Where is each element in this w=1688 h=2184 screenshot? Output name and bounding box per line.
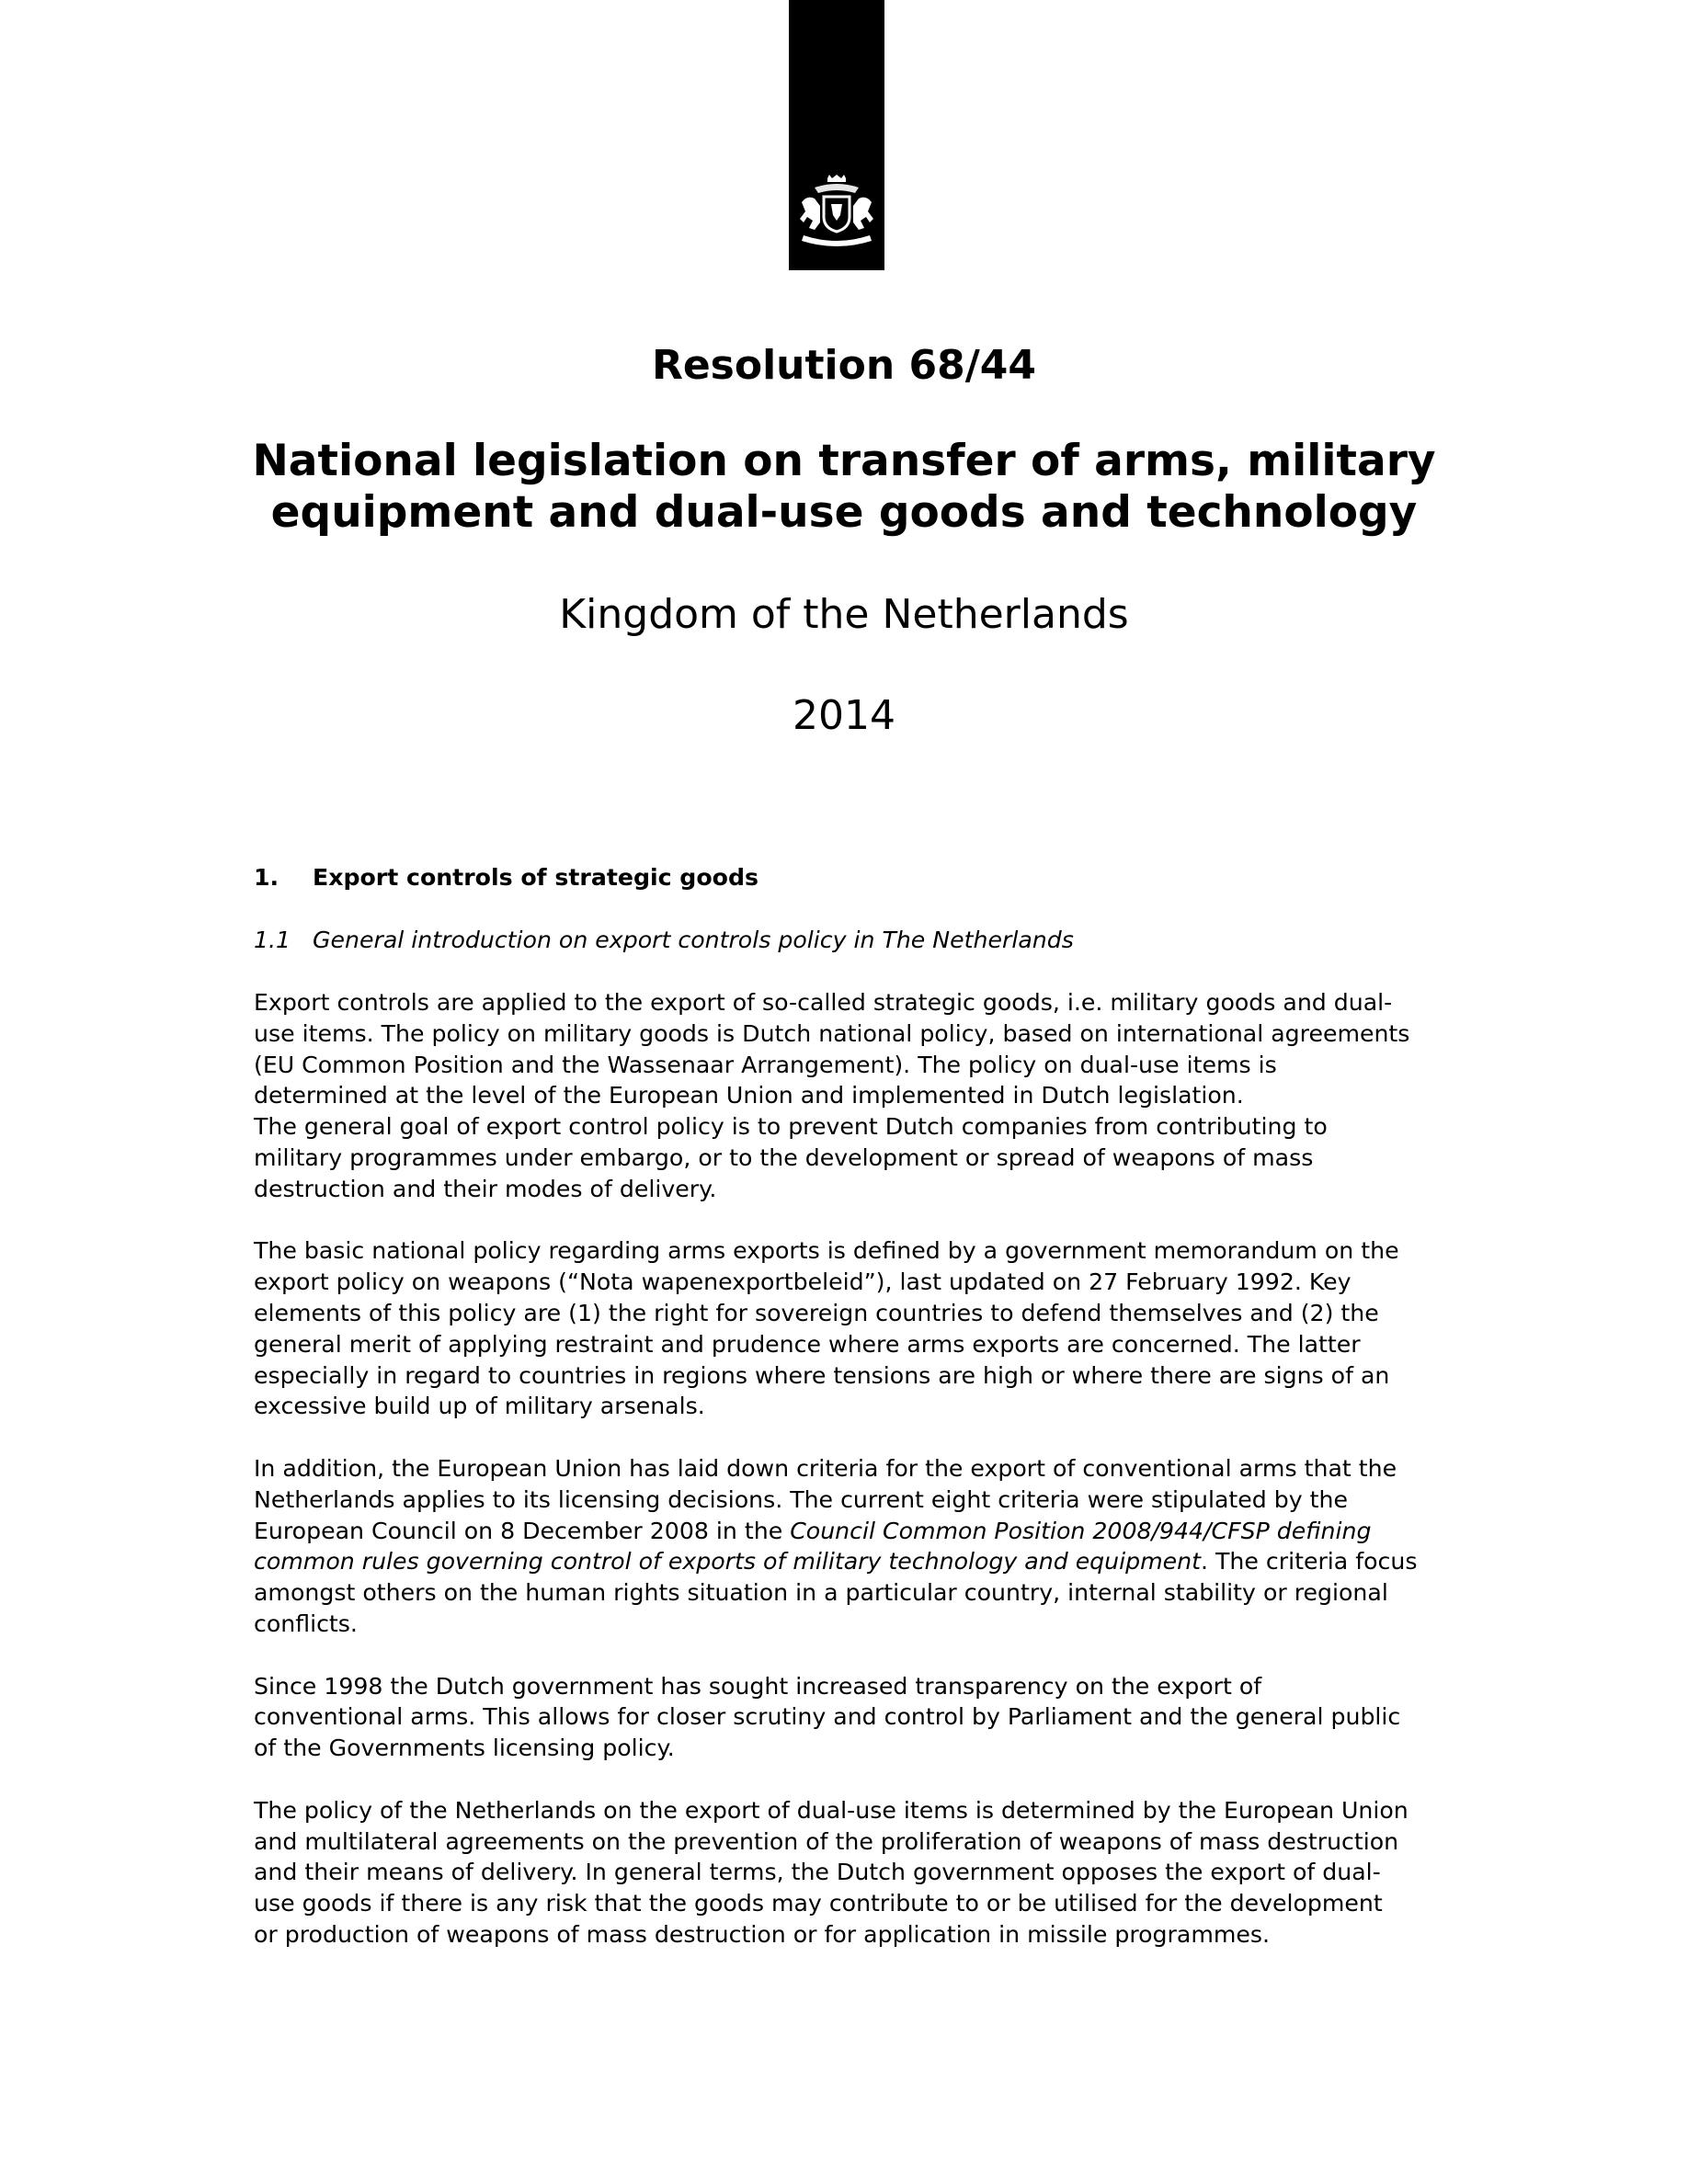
paragraph-line: The policy of the Netherlands on the export of dual-use items is determined by the European Union: [254, 1796, 1409, 1824]
paragraph-2: [254, 1235, 1440, 1422]
paragraph-line: Export controls are applied to the export of so-called strategic goods, i.e. military goods and dual-: [254, 989, 1393, 1016]
paragraph-line: use goods if there is any risk that the goods may contribute to or be utilised for the development: [254, 1890, 1383, 1917]
document-title-line-2: equipment and dual-use goods and technology: [270, 487, 1418, 538]
paragraph-line: conflicts.: [254, 1610, 358, 1637]
paragraph-3: [254, 1453, 1440, 1640]
document-title-line-1: National legislation on transfer of arms, military: [252, 436, 1436, 486]
paragraph-line: elements of this policy are (1) the right for sovereign countries to defend themselves and (2) the: [254, 1299, 1379, 1326]
paragraph-line: of the Governments licensing policy.: [254, 1735, 675, 1762]
country-name: Kingdom of the Netherlands: [559, 591, 1129, 638]
section-heading: [254, 862, 1440, 893]
paragraph-line: conventional arms. This allows for closer scrutiny and control by Parliament and the general public: [254, 1703, 1401, 1731]
paragraph-line: Netherlands applies to its licensing decisions. The current eight criteria were stipulated by the: [254, 1485, 1349, 1513]
paragraph-line: The basic national policy regarding arms exports is defined by a government memorandum on the: [254, 1237, 1399, 1265]
paragraph-line: and their means of delivery. In general terms, the Dutch government opposes the export of dual-: [254, 1859, 1381, 1886]
paragraph-line: excessive build up of military arsenals.: [254, 1393, 705, 1420]
paragraph-5: [254, 1795, 1440, 1951]
section-number: 1.: [254, 864, 279, 891]
subsection-number: 1.1: [254, 927, 291, 953]
logo-bar: [789, 0, 884, 270]
paragraph-line: especially in regard to countries in regions where tensions are high or where there are signs of an: [254, 1361, 1390, 1389]
cited-document-title: Council Common Position 2008/944/CFSP defining: [790, 1517, 1372, 1544]
paragraph-line: and multilateral agreements on the prevention of the proliferation of weapons of mass destruction: [254, 1827, 1399, 1855]
paragraph-line: determined at the level of the European Union and implemented in Dutch legislation.: [254, 1082, 1244, 1109]
paragraph-text: European Council on 8 December 2008 in the: [254, 1517, 791, 1544]
subsection-heading: [254, 925, 1440, 956]
paragraph-line: The general goal of export control policy is to prevent Dutch companies from contributing to: [254, 1113, 1328, 1141]
paragraph-line: amongst others on the human rights situation in a particular country, internal stability or regional: [254, 1579, 1388, 1607]
paragraph-line: [254, 1546, 1440, 1577]
cited-document-title: common rules governing control of exports of military technology and equipment: [254, 1548, 1201, 1575]
paragraph-4: [254, 1671, 1440, 1764]
paragraph-line: use items. The policy on military goods is Dutch national policy, based on international agreements: [254, 1019, 1410, 1047]
paragraph-line: general merit of applying restraint and prudence where arms exports are concerned. The latter: [254, 1330, 1361, 1358]
paragraph-line: [254, 1516, 1440, 1547]
paragraph-line: Since 1998 the Dutch government has sought increased transparency on the export of: [254, 1672, 1262, 1700]
netherlands-coat-of-arms-icon: [794, 175, 879, 252]
document-title: [0, 436, 1688, 539]
paragraph-line: In addition, the European Union has laid down criteria for the export of conventional arms that the: [254, 1454, 1397, 1482]
document-body: [254, 862, 1440, 1982]
paragraph-line: military programmes under embargo, or to the development or spread of weapons of mass: [254, 1143, 1314, 1171]
section-title: Export controls of strategic goods: [313, 864, 758, 891]
report-year: 2014: [793, 692, 895, 739]
paragraph-line: destruction and their modes of delivery.: [254, 1175, 717, 1202]
paragraph-line: or production of weapons of mass destruction or for application in missile programmes.: [254, 1920, 1271, 1948]
subsection-title: General introduction on export controls policy in The Netherlands: [313, 927, 1074, 953]
paragraph-text: . The criteria focus: [1201, 1548, 1418, 1575]
paragraph-line: (EU Common Position and the Wassenaar Arrangement). The policy on dual-use items is: [254, 1051, 1277, 1078]
paragraph-1: [254, 987, 1440, 1205]
resolution-number: Resolution 68/44: [651, 342, 1037, 389]
paragraph-line: export policy on weapons (“Nota wapenexportbeleid”), last updated on 27 February 1992. Key: [254, 1268, 1352, 1296]
